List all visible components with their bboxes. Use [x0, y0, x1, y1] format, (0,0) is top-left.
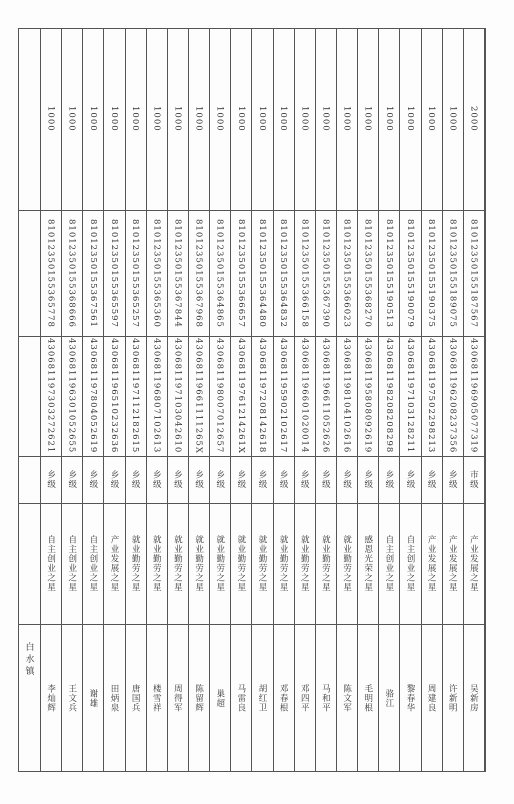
name-cell [167, 624, 188, 772]
name-cell [442, 624, 463, 772]
id-number-cell [294, 336, 315, 456]
name-cell-text: 陈留辉 [193, 683, 204, 713]
amount-cell [103, 28, 124, 210]
account-cell-text: 81012350155190375 [426, 218, 437, 328]
account-cell-text: 81012350155366657 [235, 218, 246, 328]
amount-cell-text: 1000 [404, 106, 415, 132]
amount-cell-text: 1000 [341, 106, 352, 132]
name-cell [378, 624, 399, 772]
category-cell [463, 503, 484, 624]
account-cell [61, 210, 82, 336]
id-number-cell [378, 336, 399, 456]
account-cell-text: 81012350155365597 [108, 218, 119, 328]
category-cell-text: 就业勤劳之星 [320, 535, 331, 592]
id-number-cell-text: 430681197208142618 [256, 338, 267, 454]
name-cell [40, 624, 61, 772]
category-cell [82, 503, 103, 624]
category-cell-text: 就业勤劳之星 [214, 535, 225, 592]
id-number-cell [125, 336, 146, 456]
category-cell [251, 503, 272, 624]
amount-cell-text: 1000 [362, 106, 373, 132]
level-cell [378, 456, 399, 503]
level-cell [125, 456, 146, 503]
level-cell-text: 乡级 [341, 470, 352, 489]
category-cell [40, 503, 61, 624]
category-cell-text: 产业发展之星 [447, 535, 458, 592]
category-cell-text: 自主创业之星 [45, 535, 56, 592]
amount-cell-text: 1000 [320, 106, 331, 132]
name-cell [399, 624, 420, 772]
name-cell-text: 骆江 [383, 688, 394, 708]
level-cell [188, 456, 209, 503]
town-cell [18, 548, 40, 772]
account-cell [421, 210, 442, 336]
amount-cell [230, 28, 251, 210]
account-cell [188, 210, 209, 336]
level-cell [294, 456, 315, 503]
name-cell [103, 624, 124, 772]
account-cell-text: 81012350155364480 [256, 218, 267, 328]
account-cell [251, 210, 272, 336]
level-cell [273, 456, 294, 503]
account-cell-text: 81012350155367390 [320, 218, 331, 328]
id-number-cell [209, 336, 230, 456]
id-number-cell [273, 336, 294, 456]
amount-cell [463, 28, 484, 210]
name-cell-text: 王文兵 [66, 683, 77, 713]
level-cell [103, 456, 124, 503]
level-cell-text: 乡级 [426, 470, 437, 489]
category-cell-text: 就业勤劳之星 [278, 535, 289, 592]
account-cell-text: 81012350155367844 [172, 218, 183, 328]
account-cell-text: 81012350155365360 [151, 218, 162, 328]
name-cell [61, 624, 82, 772]
id-number-cell [40, 336, 61, 456]
category-cell-text: 就业勤劳之星 [256, 535, 267, 592]
name-cell-text: 田炳泉 [108, 683, 119, 713]
name-cell-text: 李灿辉 [45, 683, 56, 713]
amount-cell-text: 1000 [299, 106, 310, 132]
amount-cell [188, 28, 209, 210]
id-number-cell-text: 430681198208208298 [383, 338, 394, 454]
id-number-cell-text: 430681196601020014 [299, 338, 310, 454]
level-cell [82, 456, 103, 503]
account-cell [82, 210, 103, 336]
level-cell-text: 乡级 [87, 470, 98, 489]
name-cell-text: 邓春根 [278, 683, 289, 713]
category-cell [421, 503, 442, 624]
amount-cell-text: 1000 [193, 106, 204, 132]
name-cell [125, 624, 146, 772]
category-cell [294, 503, 315, 624]
name-cell-text: 陈文军 [341, 683, 352, 713]
level-cell [399, 456, 420, 503]
id-number-cell-text: 430681197112182615 [130, 338, 141, 454]
category-cell-text: 感恩光荣之星 [362, 535, 373, 592]
amount-cell [336, 28, 357, 210]
level-cell-text: 乡级 [193, 470, 204, 489]
name-cell-text: 周建良 [426, 683, 437, 713]
account-cell [378, 210, 399, 336]
account-cell-text: 81012350155190079 [404, 218, 415, 328]
amount-cell [61, 28, 82, 210]
amount-cell [442, 28, 463, 210]
category-cell-text: 就业勤劳之星 [172, 535, 183, 592]
name-cell-text: 马雷良 [235, 683, 246, 713]
id-number-cell-text: 430681197804052619 [87, 338, 98, 454]
name-cell-text: 谢雄 [87, 688, 98, 708]
level-cell-text: 乡级 [130, 470, 141, 489]
level-cell-text: 乡级 [256, 470, 267, 489]
name-cell-text: 唐国兵 [130, 683, 141, 713]
amount-cell-text: 1000 [45, 106, 56, 132]
name-cell-text: 毛明根 [362, 683, 373, 713]
id-number-cell [146, 336, 167, 456]
name-cell-text: 吴新房 [468, 683, 479, 713]
name-cell [315, 624, 336, 772]
name-cell [336, 624, 357, 772]
account-cell [103, 210, 124, 336]
amount-cell-text: 1000 [66, 106, 77, 132]
level-cell [315, 456, 336, 503]
category-cell-text: 自主创业之星 [383, 535, 394, 592]
amount-cell [209, 28, 230, 210]
table-column-line [18, 28, 19, 772]
amount-cell-text: 1000 [447, 106, 458, 132]
level-cell-text: 乡级 [278, 470, 289, 489]
level-cell-text: 乡级 [45, 470, 56, 489]
name-cell [294, 624, 315, 772]
amount-cell [125, 28, 146, 210]
level-cell-text: 乡级 [383, 470, 394, 489]
table-column-line [484, 28, 486, 772]
id-number-cell-text: 430681196510232636 [108, 338, 119, 454]
account-cell [273, 210, 294, 336]
name-cell [357, 624, 378, 772]
amount-cell-text: 1000 [256, 106, 267, 132]
amount-cell-text: 1000 [108, 106, 119, 132]
account-cell-text: 81012350155367561 [87, 218, 98, 328]
id-number-cell [82, 336, 103, 456]
amount-cell-text: 1000 [87, 106, 98, 132]
level-cell [442, 456, 463, 503]
level-cell [230, 456, 251, 503]
id-number-cell [336, 336, 357, 456]
amount-cell [40, 28, 61, 210]
amount-cell-text: 1000 [278, 106, 289, 132]
level-cell-text: 乡级 [66, 470, 77, 489]
id-number-cell-text: 430681197103042610 [172, 338, 183, 454]
id-number-cell-text: 43068119661111265X [193, 338, 204, 454]
category-cell [61, 503, 82, 624]
name-cell [146, 624, 167, 772]
account-cell [294, 210, 315, 336]
town-label: 白水镇 [23, 642, 34, 678]
id-number-cell-text: 430681196611052626 [320, 338, 331, 454]
category-cell-text: 产业发展之星 [426, 535, 437, 592]
name-cell [251, 624, 272, 772]
id-number-cell-text: 430681197502298213 [426, 338, 437, 454]
category-cell-text: 产业发展之星 [108, 535, 119, 592]
level-cell-text: 乡级 [320, 470, 331, 489]
level-cell [421, 456, 442, 503]
amount-cell-text: 1000 [172, 106, 183, 132]
name-cell-text: 周得军 [172, 683, 183, 713]
name-cell [421, 624, 442, 772]
account-cell [442, 210, 463, 336]
category-cell-text: 自主创业之星 [404, 535, 415, 592]
category-cell [209, 503, 230, 624]
name-cell-text: 楼雪祥 [151, 683, 162, 713]
category-cell [146, 503, 167, 624]
account-cell-text: 81012350155368666 [66, 218, 77, 328]
category-cell [188, 503, 209, 624]
amount-cell [146, 28, 167, 210]
category-cell [167, 503, 188, 624]
level-cell [336, 456, 357, 503]
level-cell [167, 456, 188, 503]
account-cell [40, 210, 61, 336]
id-number-cell [463, 336, 484, 456]
amount-cell [315, 28, 336, 210]
account-cell [125, 210, 146, 336]
name-cell [273, 624, 294, 772]
name-cell [209, 624, 230, 772]
id-number-cell [421, 336, 442, 456]
level-cell [209, 456, 230, 503]
name-cell-text: 胡红卫 [256, 683, 267, 713]
category-cell [315, 503, 336, 624]
id-number-cell-text: 430681196208237356 [447, 338, 458, 454]
amount-cell-text: 1000 [130, 106, 141, 132]
account-cell-text: 81012350155366023 [341, 218, 352, 328]
account-cell [146, 210, 167, 336]
id-number-cell-text: 43068119761214261X [235, 338, 246, 454]
amount-cell [251, 28, 272, 210]
name-cell-text: 马和平 [320, 683, 331, 713]
id-number-cell-text: 430681197103128211 [404, 338, 415, 454]
category-cell-text: 自主创业之星 [87, 535, 98, 592]
level-cell-text: 市级 [468, 470, 479, 489]
account-cell-text: 81012350155189075 [447, 218, 458, 328]
account-cell [167, 210, 188, 336]
id-number-cell-text: 430681198007012657 [214, 338, 225, 454]
name-cell-text: 黎春华 [404, 683, 415, 713]
account-cell-text: 81012350155190513 [383, 218, 394, 328]
category-cell [230, 503, 251, 624]
id-number-cell [315, 336, 336, 456]
level-cell-text: 乡级 [151, 470, 162, 489]
account-cell [357, 210, 378, 336]
category-cell [378, 503, 399, 624]
level-cell-text: 乡级 [108, 470, 119, 489]
amount-cell-text: 2000 [468, 106, 479, 132]
id-number-cell [442, 336, 463, 456]
name-cell [188, 624, 209, 772]
amount-cell-text: 1000 [426, 106, 437, 132]
category-cell [442, 503, 463, 624]
id-number-cell [61, 336, 82, 456]
amount-cell [357, 28, 378, 210]
name-cell [230, 624, 251, 772]
id-number-cell-text: 430681197303272621 [45, 338, 56, 454]
id-number-cell-text: 430681198104102616 [341, 338, 352, 454]
id-number-cell [399, 336, 420, 456]
category-cell-text: 就业勤劳之星 [235, 535, 246, 592]
category-cell-text: 产业发展之星 [468, 535, 479, 592]
amount-cell [82, 28, 103, 210]
category-cell-text: 就业勤劳之星 [193, 535, 204, 592]
account-cell-text: 81012350155364832 [278, 218, 289, 328]
id-number-cell-text: 430681196301052655 [66, 338, 77, 454]
amount-cell [167, 28, 188, 210]
level-cell-text: 乡级 [404, 470, 415, 489]
category-cell-text: 就业勤劳之星 [130, 535, 141, 592]
level-cell [61, 456, 82, 503]
account-cell-text: 81012350155368270 [362, 218, 373, 328]
account-cell [399, 210, 420, 336]
id-number-cell-text: 430681196807102613 [151, 338, 162, 454]
level-cell-text: 乡级 [172, 470, 183, 489]
category-cell-text: 自主创业之星 [66, 535, 77, 592]
level-cell-text: 乡级 [235, 470, 246, 489]
id-number-cell [230, 336, 251, 456]
level-cell-text: 乡级 [299, 470, 310, 489]
amount-cell [273, 28, 294, 210]
account-cell-text: 81012350155364865 [214, 218, 225, 328]
category-cell-text: 就业勤劳之星 [299, 535, 310, 592]
amount-cell-text: 1000 [383, 106, 394, 132]
level-cell [463, 456, 484, 503]
level-cell-text: 乡级 [447, 470, 458, 489]
level-cell [146, 456, 167, 503]
level-cell [357, 456, 378, 503]
amount-cell [421, 28, 442, 210]
amount-cell-text: 1000 [214, 106, 225, 132]
category-cell [273, 503, 294, 624]
id-number-cell [103, 336, 124, 456]
category-cell [357, 503, 378, 624]
category-cell [336, 503, 357, 624]
account-cell [230, 210, 251, 336]
category-cell-text: 就业勤劳之星 [151, 535, 162, 592]
name-cell-text: 巢超 [214, 688, 225, 708]
name-cell-text: 邓四平 [299, 683, 310, 713]
account-cell-text: 81012350155367968 [193, 218, 204, 328]
account-cell [463, 210, 484, 336]
id-number-cell [188, 336, 209, 456]
amount-cell [399, 28, 420, 210]
account-cell [315, 210, 336, 336]
account-cell [209, 210, 230, 336]
amount-cell-text: 1000 [151, 106, 162, 132]
id-number-cell [251, 336, 272, 456]
level-cell [251, 456, 272, 503]
level-cell-text: 乡级 [362, 470, 373, 489]
id-number-cell-text: 430681196905077319 [468, 338, 479, 454]
name-cell [82, 624, 103, 772]
level-cell [40, 456, 61, 503]
id-number-cell-text: 430681195808092619 [362, 338, 373, 454]
name-cell [463, 624, 484, 772]
id-number-cell [357, 336, 378, 456]
account-cell [336, 210, 357, 336]
level-cell-text: 乡级 [214, 470, 225, 489]
category-cell-text: 就业勤劳之星 [341, 535, 352, 592]
amount-cell [294, 28, 315, 210]
account-cell-text: 81012350155366158 [299, 218, 310, 328]
amount-cell [378, 28, 399, 210]
id-number-cell-text: 430681195902102617 [278, 338, 289, 454]
id-number-cell [167, 336, 188, 456]
name-cell-text: 许新明 [447, 683, 458, 713]
account-cell-text: 81012350155187567 [468, 218, 479, 328]
account-cell-text: 81012350155365257 [130, 218, 141, 328]
name-list-table [18, 28, 484, 772]
category-cell [399, 503, 420, 624]
category-cell [125, 503, 146, 624]
category-cell [103, 503, 124, 624]
amount-cell-text: 1000 [235, 106, 246, 132]
account-cell-text: 81012350155365778 [45, 218, 56, 328]
